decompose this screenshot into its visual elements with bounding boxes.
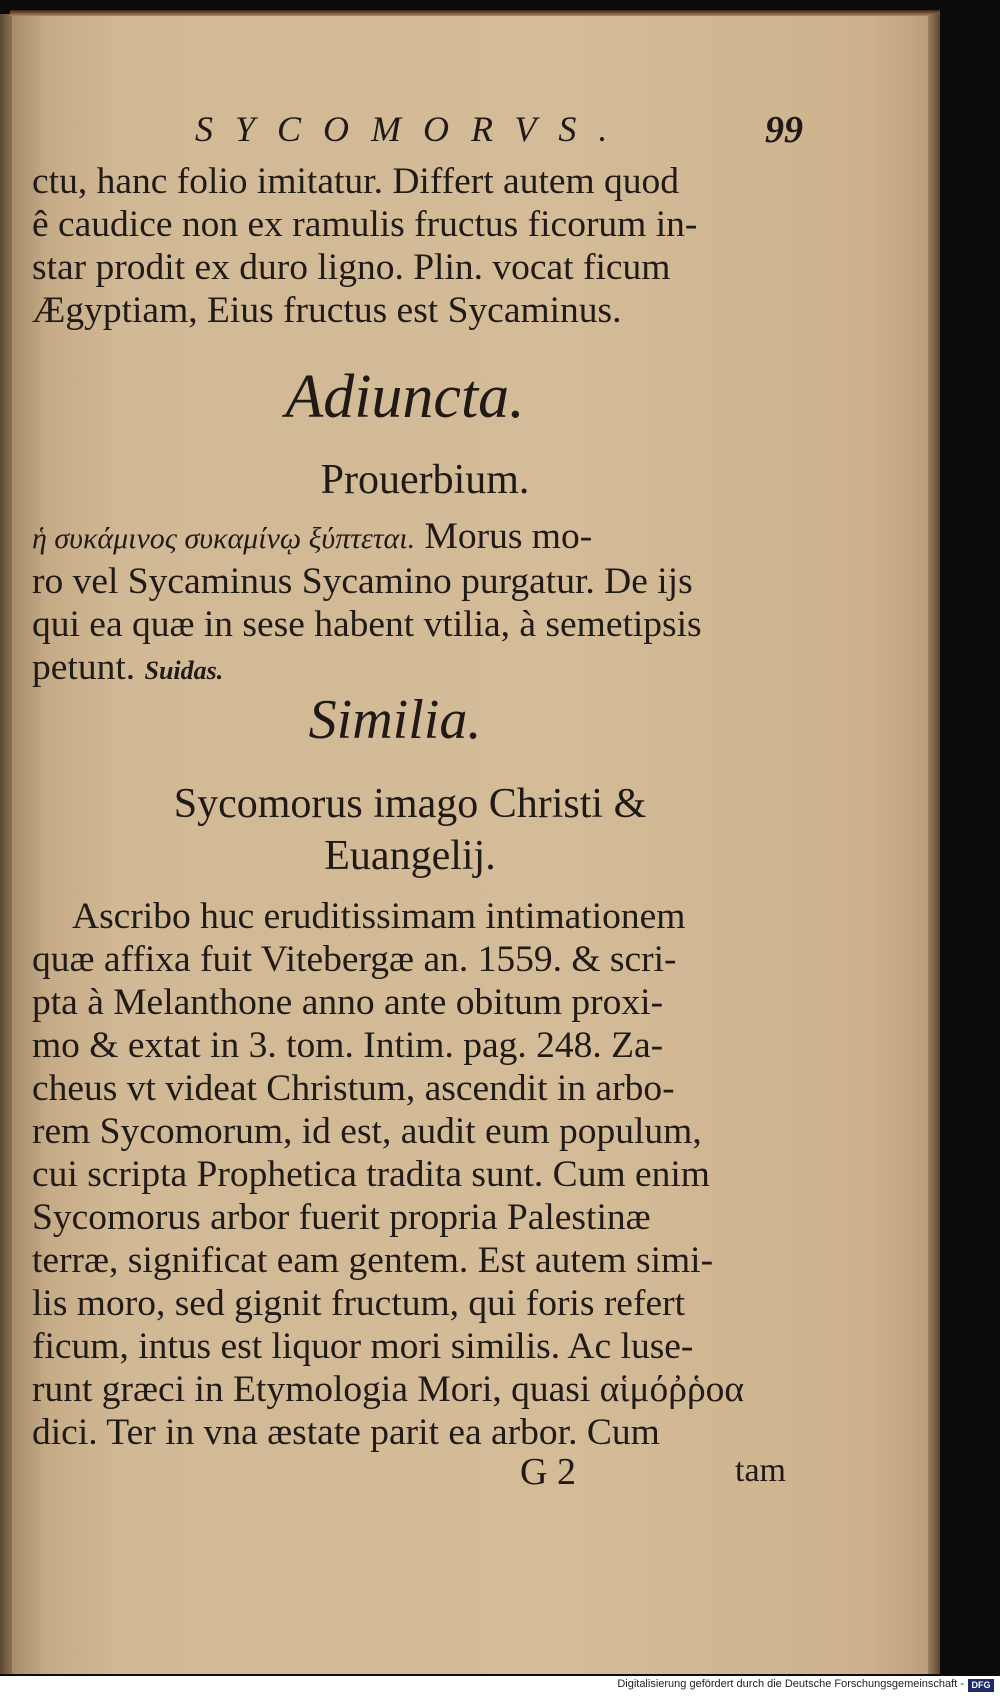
text-line: runt græci in Etymologia Mori, quasi αἱμόῤῥοα (32, 1369, 745, 1410)
text-line: pta à Melanthone anno ante obitum proxi- (32, 982, 664, 1023)
text-line: rem Sycomorum, id est, audit eum populum, (32, 1111, 702, 1152)
text-line: Ascribo huc eruditissimam intimationem (72, 896, 686, 937)
text-line: mo & extat in 3. tom. Intim. pag. 248. Za- (32, 1025, 664, 1066)
paragraph-3 (32, 895, 812, 1454)
text-line: Ægyptiam, Eius fructus est Sycaminus. (32, 290, 622, 331)
text-line: lis moro, sed gignit fructum, qui foris refert (32, 1283, 685, 1324)
page-number: 99 (765, 109, 803, 151)
text-fragment: petunt. (32, 647, 136, 688)
catchword: tam (735, 1452, 786, 1489)
text-line: ctu, hanc folio imitatur. Differt autem quod (32, 161, 680, 202)
greek-proverb: ἡ συκάμινος συκαμίνῳ ξύπτεται. (32, 522, 416, 555)
dfg-logo: DFG (968, 1679, 994, 1692)
heading-line: Euangelij. (324, 833, 496, 879)
page-top-edge (10, 10, 940, 16)
source-citation: Suidas. (144, 656, 224, 685)
text-line: cui scripta Prophetica tradita sunt. Cum enim (32, 1154, 710, 1195)
text-line: qui ea quæ in sese habent vtilia, à semetipsis (32, 604, 702, 645)
heading-similia: Similia. (308, 689, 482, 751)
paragraph-1 (32, 160, 812, 332)
heading-adiuncta: Adiuncta. (285, 363, 525, 431)
text-fragment: Morus mo- (415, 516, 593, 557)
text-line (32, 515, 812, 560)
heading-prouerbium: Prouerbium. (320, 457, 530, 503)
text-line (32, 646, 812, 692)
digitization-notice: Digitalisierung gefördert durch die Deutsche Forschungsgemeinschaft - (617, 1678, 964, 1690)
running-head-title: SYCOMORVS. (195, 109, 630, 149)
text-line: star prodit ex duro ligno. Plin. vocat ficum (32, 247, 671, 288)
page-right-edge (928, 14, 940, 1674)
running-head (195, 108, 815, 158)
text-line: terræ, significat eam gentem. Est autem simi- (32, 1240, 714, 1281)
text-line: dici. Ter in vna æstate parit ea arbor. Cum (32, 1412, 660, 1453)
digitization-notice-bar (0, 1676, 1000, 1696)
text-line: Sycomorus arbor fuerit propria Palestinæ (32, 1197, 651, 1238)
heading-sycomorus-imago (0, 778, 875, 882)
text-line: ro vel Sycaminus Sycamino purgatur. De ijs (32, 561, 693, 602)
text-line: quæ affixa fuit Vitebergæ an. 1559. & scri- (32, 939, 677, 980)
signature-mark: G 2 (520, 1451, 576, 1493)
paragraph-2 (32, 515, 812, 692)
text-line: cheus vt videat Christum, ascendit in arbo- (32, 1068, 675, 1109)
text-line: ê caudice non ex ramulis fructus ficorum in- (32, 204, 698, 245)
heading-line: Sycomorus imago Christi & (173, 781, 647, 827)
text-line: ficum, intus est liquor mori similis. Ac luse- (32, 1326, 694, 1367)
